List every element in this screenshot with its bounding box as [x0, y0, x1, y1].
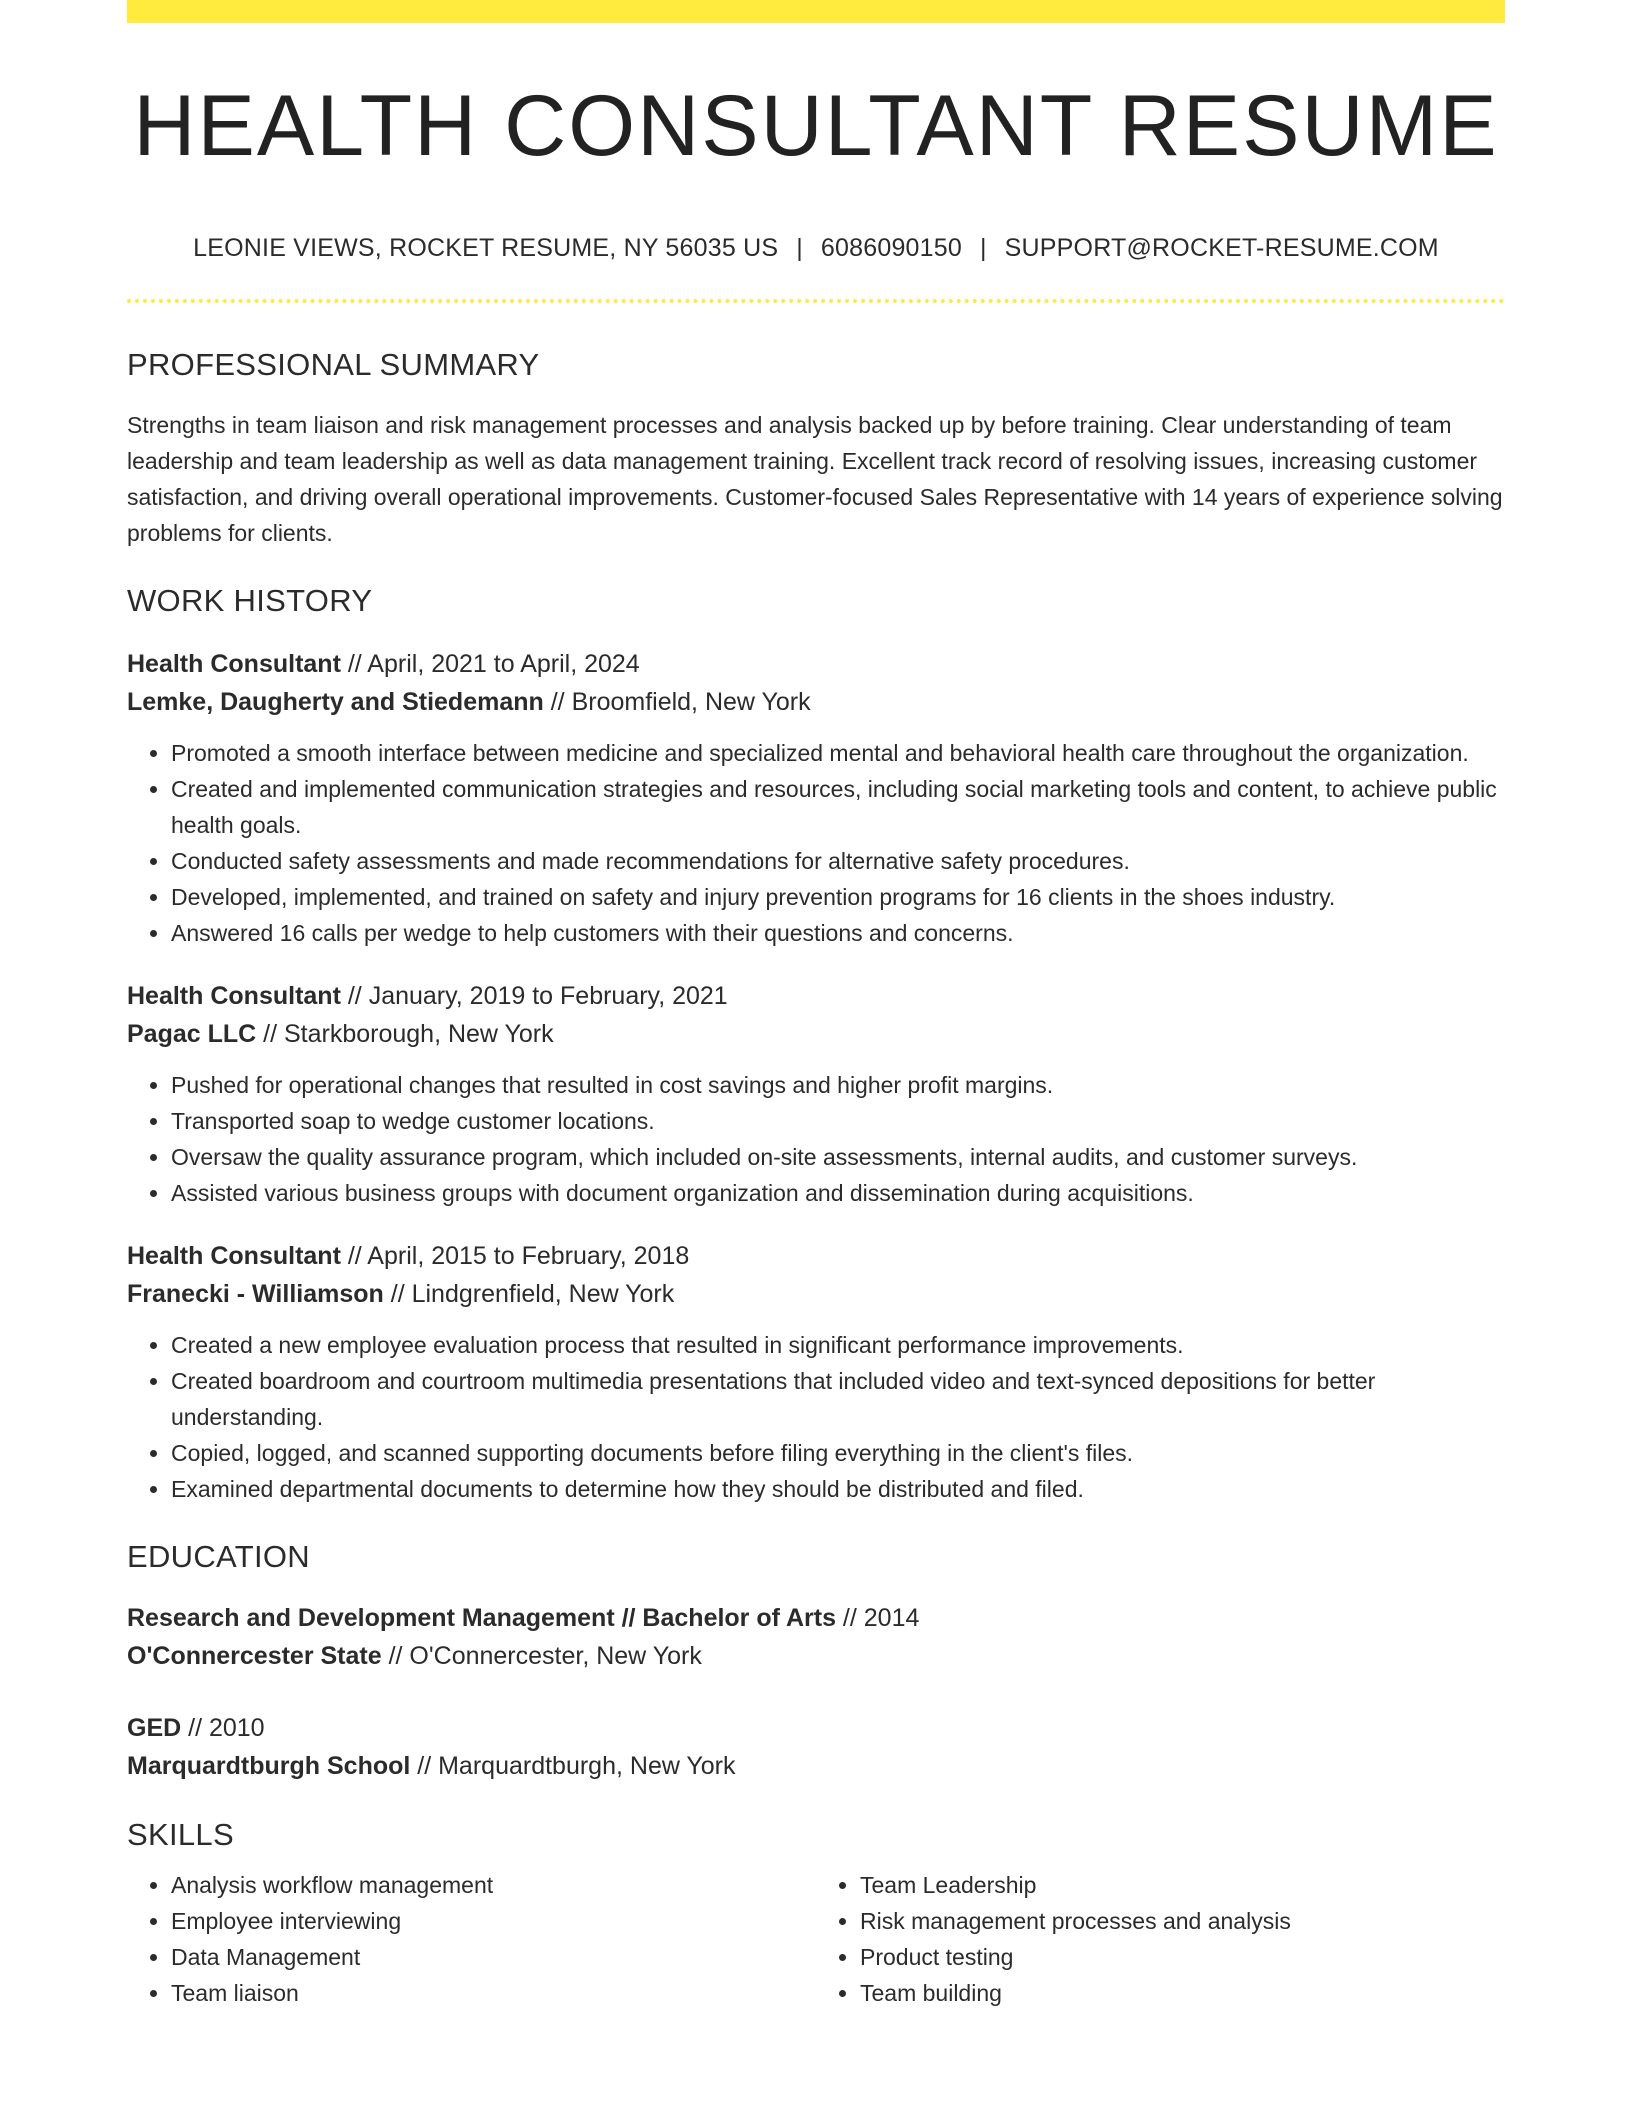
list-item: • Examined departmental documents to determine how they should be distributed and filed. — [171, 1471, 1505, 1507]
job-company-line — [127, 1015, 1505, 1053]
education-school: Marquardtburgh School — [127, 1751, 411, 1780]
list-item: • Copied, logged, and scanned supporting documents before filing everything in the client's files. — [171, 1435, 1505, 1471]
job-company-line — [127, 683, 1505, 721]
job-dates: // January, 2019 to February, 2021 — [340, 981, 728, 1010]
job-location: // Lindgrenfield, New York — [383, 1279, 675, 1308]
job-entry — [127, 1237, 1505, 1507]
education-entry — [127, 1709, 1505, 1785]
job-bullets — [127, 735, 1505, 951]
list-item: • Employee interviewing — [171, 1903, 816, 1939]
job-bullets — [127, 1067, 1505, 1211]
dotted-divider — [127, 299, 1505, 303]
list-item: • Team liaison — [171, 1975, 816, 2011]
list-item: • Team Leadership — [860, 1867, 1505, 1903]
job-title-line — [127, 977, 1505, 1015]
list-item: • Promoted a smooth interface between medicine and specialized mental and behavioral health care throughout the organization. — [171, 735, 1505, 771]
list-item: • Pushed for operational changes that resulted in cost savings and higher profit margins. — [171, 1067, 1505, 1103]
job-title-line — [127, 645, 1505, 683]
list-item: • Team building — [860, 1975, 1505, 2011]
job-company: Franecki - Williamson — [127, 1279, 384, 1308]
education-location: // Marquardtburgh, New York — [410, 1751, 736, 1780]
job-company-line — [127, 1275, 1505, 1313]
list-item: • Developed, implemented, and trained on safety and injury prevention programs for 16 clients in the shoes industry. — [171, 879, 1505, 915]
education-entry — [127, 1599, 1505, 1675]
education-location: // O'Connercester, New York — [381, 1641, 702, 1670]
contact-line — [127, 234, 1505, 263]
job-role: Health Consultant — [127, 981, 341, 1010]
skills-left-column — [127, 1867, 816, 2011]
education-year: // 2010 — [181, 1713, 265, 1742]
top-accent-bar — [127, 0, 1505, 23]
education-school-line — [127, 1747, 1505, 1785]
contact-separator: | — [796, 233, 803, 262]
job-title-line — [127, 1237, 1505, 1275]
list-item: • Created a new employee evaluation process that resulted in significant performance improvements. — [171, 1327, 1505, 1363]
job-bullets — [127, 1327, 1505, 1507]
education-degree: Research and Development Management // Bachelor of Arts — [127, 1603, 836, 1632]
list-item: • Assisted various business groups with document organization and dissemination during acquisitions. — [171, 1175, 1505, 1211]
job-entry — [127, 645, 1505, 951]
job-entry — [127, 977, 1505, 1211]
section-title-work-history: WORK HISTORY — [127, 582, 373, 618]
job-dates: // April, 2015 to February, 2018 — [340, 1241, 690, 1270]
section-title-skills: SKILLS — [127, 1816, 234, 1852]
skills-right-column — [816, 1867, 1505, 2011]
address: LEONIE VIEWS, ROCKET RESUME, NY 56035 US — [193, 233, 779, 262]
list-item: • Oversaw the quality assurance program, which included on-site assessments, internal audits, and customer surveys. — [171, 1139, 1505, 1175]
education-degree-line — [127, 1599, 1505, 1637]
list-item: • Risk management processes and analysis — [860, 1903, 1505, 1939]
phone: 6086090150 — [820, 233, 962, 262]
job-location: // Broomfield, New York — [543, 687, 811, 716]
summary-text: Strengths in team liaison and risk management processes and analysis backed up by before training. Clear understanding of team leadership and team leadership as well as data management training. Excellent track record of resolving issues, increasing customer satisfaction, and driving overall operational improvements. Customer-focused Sales Representative with 14 years of experience solving problems for clients. — [127, 411, 1503, 546]
education-school: O'Connercester State — [127, 1641, 382, 1670]
contact-separator: | — [979, 233, 987, 262]
skills-columns — [127, 1867, 1505, 2011]
list-item: • Conducted safety assessments and made recommendations for alternative safety procedures. — [171, 843, 1505, 879]
section-title-education: EDUCATION — [127, 1538, 310, 1574]
job-role: Health Consultant — [127, 1241, 341, 1270]
list-item: • Data Management — [171, 1939, 816, 1975]
list-item: • Analysis workflow management — [171, 1867, 816, 1903]
list-item: • Created boardroom and courtroom multimedia presentations that included video and text-synced depositions for better understanding. — [171, 1363, 1505, 1435]
job-dates: // April, 2021 to April, 2024 — [340, 649, 640, 678]
section-title-summary: PROFESSIONAL SUMMARY — [127, 346, 540, 382]
education-year: // 2014 — [835, 1603, 920, 1632]
education-degree-line — [127, 1709, 1505, 1747]
education-school-line — [127, 1637, 1505, 1675]
email: SUPPORT@ROCKET-RESUME.COM — [1004, 233, 1439, 262]
list-item: • Transported soap to wedge customer locations. — [171, 1103, 1505, 1139]
job-company: Lemke, Daugherty and Stiedemann — [127, 687, 544, 716]
job-company: Pagac LLC — [127, 1019, 257, 1048]
list-item: • Created and implemented communication strategies and resources, including social marketing tools and content, to achieve public health goals. — [171, 771, 1505, 843]
resume-title: HEALTH CONSULTANT RESUME — [133, 78, 1499, 174]
education-degree: GED — [127, 1713, 182, 1742]
list-item: • Answered 16 calls per wedge to help customers with their questions and concerns. — [171, 915, 1505, 951]
job-role: Health Consultant — [127, 649, 341, 678]
list-item: • Product testing — [860, 1939, 1505, 1975]
job-location: // Starkborough, New York — [256, 1019, 554, 1048]
